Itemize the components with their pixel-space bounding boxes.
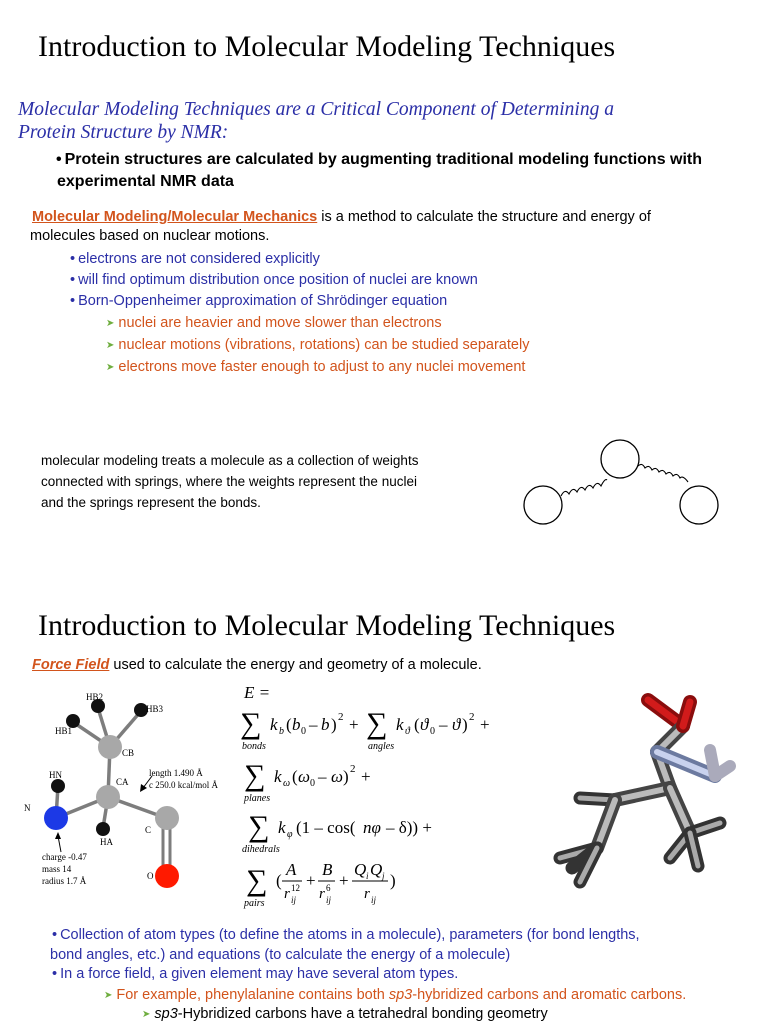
svg-text:ϑ: ϑ (405, 726, 410, 737)
label-ca: CA (116, 777, 129, 787)
carbon-atom-ca (96, 785, 120, 809)
carbon-atom-c (155, 806, 179, 830)
atom-info-mass: mass 14 (42, 864, 72, 874)
spring-right (638, 464, 688, 482)
svg-text:ij: ij (371, 895, 377, 905)
svg-text:): ) (343, 767, 349, 786)
arrow-icon: ➤ (106, 340, 115, 351)
bold-bullet (56, 149, 702, 193)
carbon-atom-cb (98, 735, 122, 759)
svg-text:6: 6 (326, 883, 331, 893)
ff-bullet-2: • In a force field, a given element may have several atom types. (52, 966, 459, 982)
svg-text:(: ( (286, 715, 292, 734)
atom-info-charge: charge -0.47 (42, 852, 87, 862)
svg-text:(1 – cos(: (1 – cos( (296, 818, 356, 837)
arrow-icon: ➤ (104, 990, 113, 1001)
svg-text:∑: ∑ (240, 707, 262, 740)
svg-text:b: b (292, 715, 301, 734)
mm-def-line-1: is a method to calculate the structure and energy of (317, 209, 651, 225)
label-ha: HA (100, 837, 113, 847)
arrow-icon: ➤ (142, 1009, 151, 1020)
label-n: N (24, 803, 31, 813)
force-field-definition (32, 657, 482, 673)
svg-text:b: b (321, 715, 330, 734)
sub-bullets (70, 249, 478, 312)
svg-text:–: – (318, 767, 327, 786)
svg-text:ω: ω (283, 778, 291, 789)
svg-text:(: ( (276, 871, 282, 890)
svg-text:): ) (331, 715, 337, 734)
ff-arrow-bullet: ➤ For example, phenylalanine contains both sp3-hybridized carbons and aromatic carbons. (104, 987, 687, 1003)
slide1-title: Introduction to Molecular Modeling Techniques (38, 30, 616, 63)
svg-text:ω: ω (331, 767, 344, 786)
svg-text:(: ( (414, 715, 420, 734)
label-o: O (147, 871, 154, 881)
label-hb2: HB2 (86, 692, 104, 702)
label-hn: HN (49, 770, 62, 780)
arrow-bullet: ➤ nuclei are heavier and move slower than electrons (106, 315, 442, 331)
svg-text:b: b (279, 726, 284, 737)
ff-term: Force Field (32, 657, 110, 673)
term-label-bonds: bonds (242, 741, 266, 752)
svg-text:i: i (366, 871, 369, 881)
spring-description: molecular modeling treats a molecule as a collection of weights connected with springs, where the weights represent the nuclei and the springs represent the bonds. (41, 453, 419, 510)
svg-text:12: 12 (291, 883, 300, 893)
hydrogen-atom-ha (96, 822, 110, 836)
svg-text:A: A (286, 860, 297, 879)
spring-left (561, 480, 607, 496)
svg-text:ϑ: ϑ (452, 715, 461, 734)
svg-text:∑: ∑ (366, 707, 388, 740)
svg-text:k: k (270, 715, 278, 734)
arrow-bullet: ➤ electrons move faster enough to adjust to any nuclei movement (106, 359, 526, 375)
arrow-bullet: ➤ nuclear motions (vibrations, rotations) can be studied separately (106, 337, 530, 353)
bold-bullet-line-1: Protein structures are calculated by augmenting traditional modeling functions with (64, 151, 703, 168)
arrow-icon: ➤ (106, 362, 115, 373)
mass-circle-right (680, 486, 718, 524)
slide2-title: Introduction to Molecular Modeling Techniques (38, 609, 616, 642)
svg-text:2: 2 (338, 711, 344, 723)
svg-text:+: + (349, 715, 359, 734)
term-label-angles: angles (368, 741, 395, 752)
svg-text:φ: φ (287, 829, 293, 840)
ff-sub-arrow-bullet: ➤ sp3-Hybridized carbons have a tetrahedral bonding geometry (142, 1006, 548, 1022)
svg-text:ij: ij (326, 895, 332, 905)
bullet-dot: • (56, 151, 62, 168)
svg-text:nφ: nφ (363, 818, 381, 837)
label-hb3: HB3 (146, 704, 164, 714)
svg-text:r: r (284, 886, 290, 902)
svg-text:∑: ∑ (248, 810, 270, 843)
mass-circle-left (524, 486, 562, 524)
equation-lhs: E = (244, 683, 271, 702)
svg-text:): ) (462, 715, 468, 734)
svg-text:+: + (361, 767, 371, 786)
svg-text:ω: ω (298, 767, 311, 786)
bold-bullet-line-2: experimental NMR data (57, 173, 234, 190)
sub-bullet: • will find optimum distribution once position of nuclei are known (70, 272, 478, 288)
sub-bullet: • Born-Oppenheimer approximation of Shrödinger equation (70, 293, 448, 309)
svg-text:0: 0 (310, 778, 315, 789)
sub-bullet: • electrons are not considered explicitly (70, 251, 320, 267)
ff-def: used to calculate the energy and geometry of a molecule. (109, 657, 482, 673)
ff-bullet-1: • Collection of atom types (to define the atoms in a molecule), parameters (for bond lengths, bond angles, etc.) and equations (to calculate the energy of a molecule) (50, 927, 640, 963)
svg-text:∑: ∑ (246, 864, 268, 897)
mm-def-line-2: molecules based on nuclear motions. (30, 228, 270, 244)
svg-text:–: – (309, 715, 318, 734)
svg-text:+: + (480, 715, 490, 734)
svg-text:– δ)) +: – δ)) + (386, 818, 432, 837)
svg-text:k: k (396, 715, 404, 734)
term-label-planes: planes (244, 793, 271, 804)
svg-text:+: + (339, 871, 349, 890)
svg-text:Q: Q (354, 860, 367, 879)
svg-text:(: ( (292, 767, 298, 786)
svg-text:0: 0 (430, 726, 435, 737)
hydrogen-atom-hn (51, 779, 65, 793)
svg-text:): ) (390, 871, 396, 890)
slide1-subtitle (18, 98, 614, 144)
svg-text:j: j (382, 871, 385, 881)
bond-info-force: c 250.0 kcal/mol Å (149, 780, 218, 790)
atom-type-diagram (24, 690, 238, 895)
svg-text:ϑ: ϑ (420, 715, 429, 734)
arrow-icon: ➤ (106, 318, 115, 329)
subtitle-line-2: Protein Structure by NMR: (18, 122, 229, 143)
molecule-3d-render (540, 688, 745, 893)
mm-definition (32, 208, 651, 246)
mm-term: Molecular Modeling/Molecular Mechanics (32, 209, 318, 225)
term-label-dihedrals: dihedrals (242, 844, 280, 855)
svg-text:∑: ∑ (244, 759, 266, 792)
svg-text:+: + (306, 871, 316, 890)
arrow-bullets (106, 313, 529, 379)
force-field-equation (238, 700, 538, 920)
svg-text:B: B (322, 860, 333, 879)
svg-text:r: r (319, 886, 325, 902)
svg-text:k: k (274, 767, 282, 786)
label-c: C (145, 825, 152, 835)
bond-info-length: length 1.490 Å (149, 768, 203, 778)
label-hb1: HB1 (55, 726, 73, 736)
svg-text:k: k (278, 818, 286, 837)
svg-text:0: 0 (301, 726, 306, 737)
nitrogen-atom (44, 806, 68, 830)
oxygen-atom (155, 864, 179, 888)
atom-info-radius: radius 1.7 Å (42, 876, 87, 886)
label-cb: CB (122, 748, 135, 758)
svg-text:2: 2 (469, 711, 475, 723)
spring-mass-diagram (515, 430, 735, 530)
svg-text:r: r (364, 886, 370, 902)
mass-circle-top (601, 440, 639, 478)
svg-text:Q: Q (370, 860, 383, 879)
svg-text:ij: ij (291, 895, 297, 905)
svg-text:2: 2 (350, 763, 356, 775)
subtitle-line-1: Molecular Modeling Techniques are a Critical Component of Determining a (18, 99, 614, 120)
svg-text:–: – (439, 715, 448, 734)
term-label-pairs: pairs (244, 898, 265, 909)
